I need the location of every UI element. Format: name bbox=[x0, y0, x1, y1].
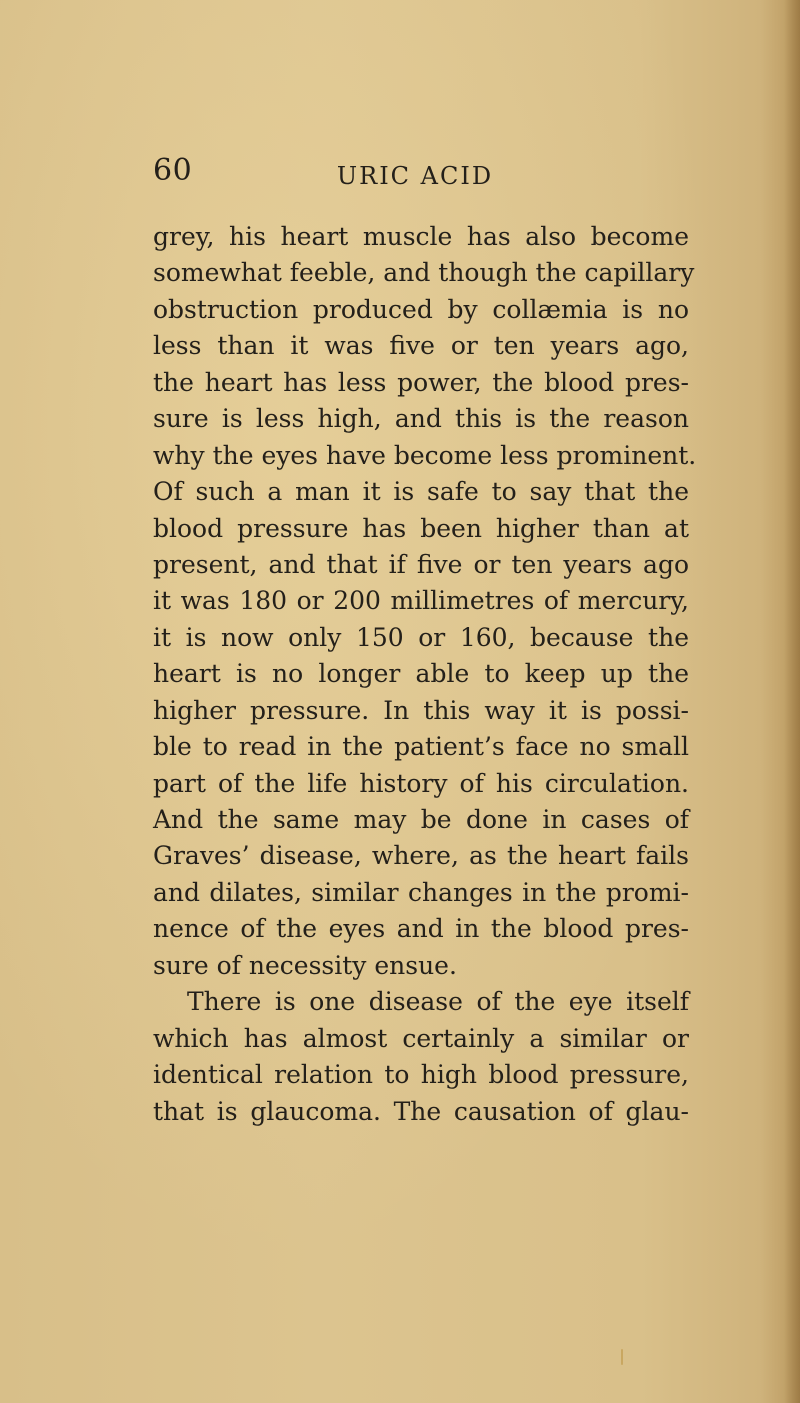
text-line: which has almost certainly a similar or bbox=[153, 1023, 689, 1053]
text-line: And the same may be done in cases of bbox=[153, 805, 689, 834]
text-line: Of such a man it is safe to say that the bbox=[153, 477, 689, 507]
text-line-paragraph-start: There is one disease of the eye itself bbox=[187, 987, 689, 1017]
text-line: that is glaucoma. The causation of glau- bbox=[153, 1096, 689, 1126]
text-line: the heart has less power, the blood pres- bbox=[153, 367, 689, 397]
text-line: grey, his heart muscle has also become bbox=[153, 222, 689, 251]
text-line: present, and that if five or ten years ago bbox=[153, 549, 689, 579]
text-line: sure is less high, and this is the reason bbox=[153, 404, 689, 434]
text-line: nence of the eyes and in the blood pres- bbox=[153, 914, 689, 944]
text-line: ble to read in the patient’s face no small bbox=[153, 732, 689, 762]
text-line: part of the life history of his circulation. bbox=[153, 768, 689, 798]
text-line: it is now only 150 or 160, because the bbox=[153, 622, 689, 652]
text-line-paragraph-end: sure of necessity ensue. bbox=[153, 950, 457, 980]
paper-speck bbox=[621, 1349, 623, 1365]
text-line: higher pressure. In this way it is possi- bbox=[153, 695, 689, 725]
page-edge-shadow bbox=[784, 0, 800, 1403]
text-line: identical relation to high blood pressure, bbox=[153, 1060, 689, 1090]
text-line: and dilates, similar changes in the promi- bbox=[153, 877, 689, 907]
text-line: somewhat feeble, and though the capillary bbox=[153, 258, 695, 288]
text-line: blood pressure has been higher than at bbox=[153, 513, 689, 543]
text-line: it was 180 or 200 millimetres of mercury, bbox=[153, 586, 689, 616]
text-line: heart is no longer able to keep up the bbox=[153, 659, 689, 689]
body-text bbox=[153, 219, 697, 1130]
text-line: Graves’ disease, where, as the heart fails bbox=[153, 841, 689, 871]
running-title: URIC ACID bbox=[336, 162, 494, 190]
text-line: obstruction produced by collæmia is no bbox=[153, 294, 689, 324]
page-number: 60 bbox=[153, 153, 193, 188]
text-line: less than it was five or ten years ago, bbox=[153, 331, 689, 361]
text-line: why the eyes have become less prominent. bbox=[153, 440, 697, 470]
